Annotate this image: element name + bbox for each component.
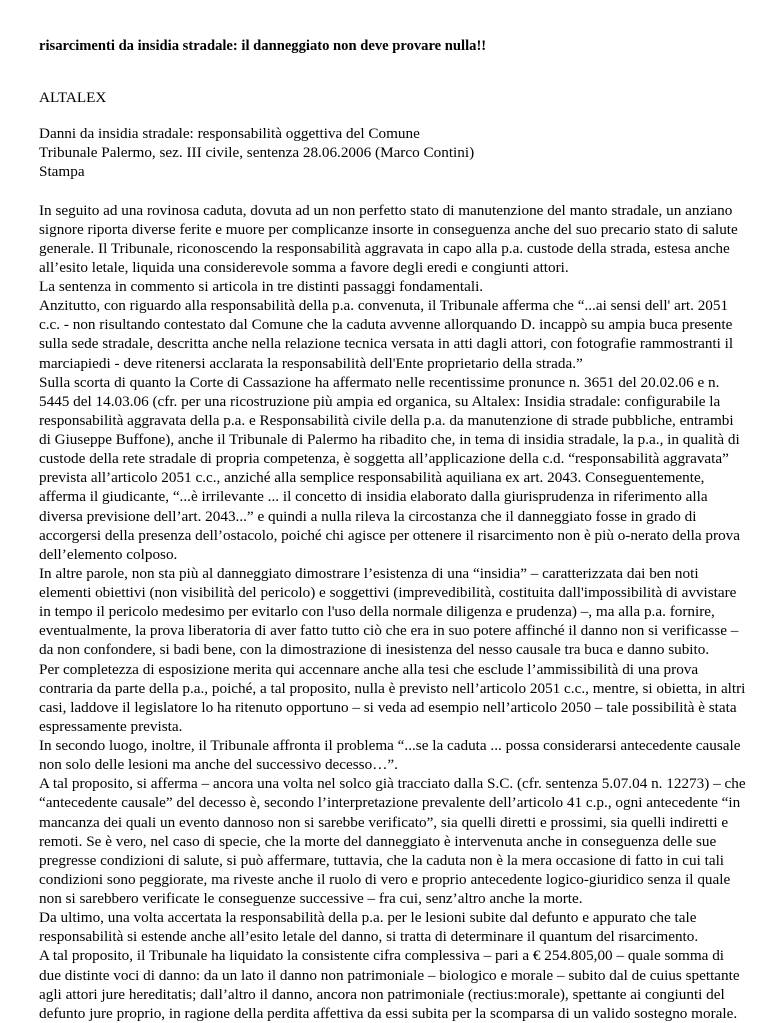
paragraph: Sulla scorta di quanto la Corte di Cassazione ha affermato nelle recentissime pronunce n. 3651 del 20.02.06 e n. 5445 del 14.03.06 (cfr. per una ricostruzione più ampia ed organica, su Altalex: Insidia stradale: configurabile la responsabilità aggravata della p.a. e Responsabilità civile della p.a. da manutenzione di strade pubbliche, entrambi di Giuseppe Buffone), anche il Tribunale di Palermo ha ribadito che, in tema di insidia stradale, la p.a., in qualità di custode della rete stradale di propria competenza, è soggetta all’applicazione della c.d. “responsabilità aggravata” prevista all’articolo 2051 c.c., anziché alla semplice responsabilità aquiliana ex art. 2043. Conseguentemente, afferma il giudicante, “...è irrilevante ... il concetto di insidia elaborato dalla giurisprudenza in riferimento alla diversa previsione dell’art. 2043...” e quindi a nulla rileva la circostanza che il danneggiato fosse in grado di accorgersi della presenza dell’ostacolo, poiché chi agisce per ottenere il risarcimento non è più o-nerato della prova dell’elemento colposo.: [39, 373, 740, 563]
paragraph: La sentenza in commento si articola in tre distinti passaggi fondamentali.: [39, 278, 484, 296]
print-label: Stampa: [39, 163, 85, 181]
document-title: risarcimenti da insidia stradale: il danneggiato non deve provare nulla!!: [39, 38, 487, 54]
paragraph: In seguito ad una rovinosa caduta, dovuta ad un non perfetto stato di manutenzione del manto stradale, un anziano signore riporta diverse ferite e muore per complicanze insorte in conseguenza anche del suo precario stato di salute generale. Il Tribunale, riconoscendo la responsabilità aggravata in capo alla p.a. custode della strada, estesa anche all’esito letale, liquida una considerevole somma a favore degli eredi e congiunti attori.: [39, 201, 738, 276]
article-header: [39, 124, 748, 182]
paragraph: A tal proposito, si afferma – ancora una volta nel solco già tracciato dalla S.C. (cfr. sentenza 5.07.04 n. 12273) – che “antecedente causale” del decesso è, secondo l’interpretazione prevalente dell’articolo 41 c.p., ogni antecedente “in mancanza dei quali un evento dannoso non si sarebbe verificato”, sia quelli diretti e prossimi, sia quelli indiretti e remoti. Se è vero, nel caso di specie, che la morte del danneggiato è intervenuta anche in conseguenza delle sue pregresse condizioni di salute, si può affermare, tuttavia, che la caduta non è la mera occasione di fatto in cui tali condizioni sono peggiorate, ma riveste anche il ruolo di vero e proprio antecedente logico-giuridico senza il quale non si sarebbero verificate le conseguenze successive – fra cui, senz’altro anche la morte.: [39, 775, 746, 908]
paragraph: In secondo luogo, inoltre, il Tribunale affronta il problema “...se la caduta ... possa considerarsi antecedente causale non solo delle lesioni ma anche del successivo decesso…”.: [39, 737, 741, 774]
paragraph: Da ultimo, una volta accertata la responsabilità della p.a. per le lesioni subite dal defunto e appurato che tale responsabilità si estende anche all’esito letale del danno, si tratta di determinare il quantum del risarcimento.: [39, 909, 699, 946]
paragraph: In altre parole, non sta più al danneggiato dimostrare l’esistenza di una “insidia” – caratterizzata dai ben noti elementi obiettivi (non visibilità del pericolo) e soggettivi (imprevedibilità, costituita dall'impossibilità di avvistare in tempo il pericolo medesimo per evitarlo con l'uso della normale diligenza e prudenza) –, ma alla p.a. fornire, eventualmente, la prova liberatoria di aver fatto tutto ciò che era in suo potere affinché il danno non si verificasse – da non confondere, si badi bene, con la dimostrazione di inesistenza del nesso causale tra buca e danno subito.: [39, 564, 739, 659]
paragraph: A tal proposito, il Tribunale ha liquidato la consistente cifra complessiva – pari a € 254.805,00 – quale somma di due distinte voci di danno: da un lato il danno non patrimoniale – biologico e morale – subito dal de cuius spettante agli attori jure hereditatis; dall’altro il danno, ancora non patrimoniale (rectius:morale), spettante ai congiunti del defunto jure proprio, in ragione della perdita affettiva da essi subita per la scomparsa di un valido sostegno morale.: [39, 947, 740, 1022]
paragraph: Per completezza di esposizione merita qui accennare anche alla tesi che esclude l’ammissibilità di una prova contraria da parte della p.a., poiché, a tal proposito, nulla è previsto nell’articolo 2051 c.c., mentre, si obietta, in altri casi, laddove il legislatore lo ha ritenuto opportuno – si veda ad esempio nell’articolo 2050 – tale possibilità è stata espressamente prevista.: [39, 660, 746, 735]
article-citation: Tribunale Palermo, sez. III civile, sentenza 28.06.2006 (Marco Contini): [39, 144, 475, 162]
source-label: ALTALEX: [39, 89, 107, 106]
article-body: [39, 201, 748, 1023]
article-heading: Danni da insidia stradale: responsabilità oggettiva del Comune: [39, 125, 420, 142]
paragraph: Anzitutto, con riguardo alla responsabilità della p.a. convenuta, il Tribunale afferma che “...ai sensi dell' art. 2051 c.c. - non risultando contestato dal Comune che la caduta avvenne allorquando D. incappò su ampia buca presente sulla sede stradale, descritta anche nella relazione tecnica versata in atti dagli attori, con fotografie rammostranti il marciapiedi - deve ritenersi acclarata la responsabilità dell'Ente proprietario della strada.”: [39, 297, 734, 372]
